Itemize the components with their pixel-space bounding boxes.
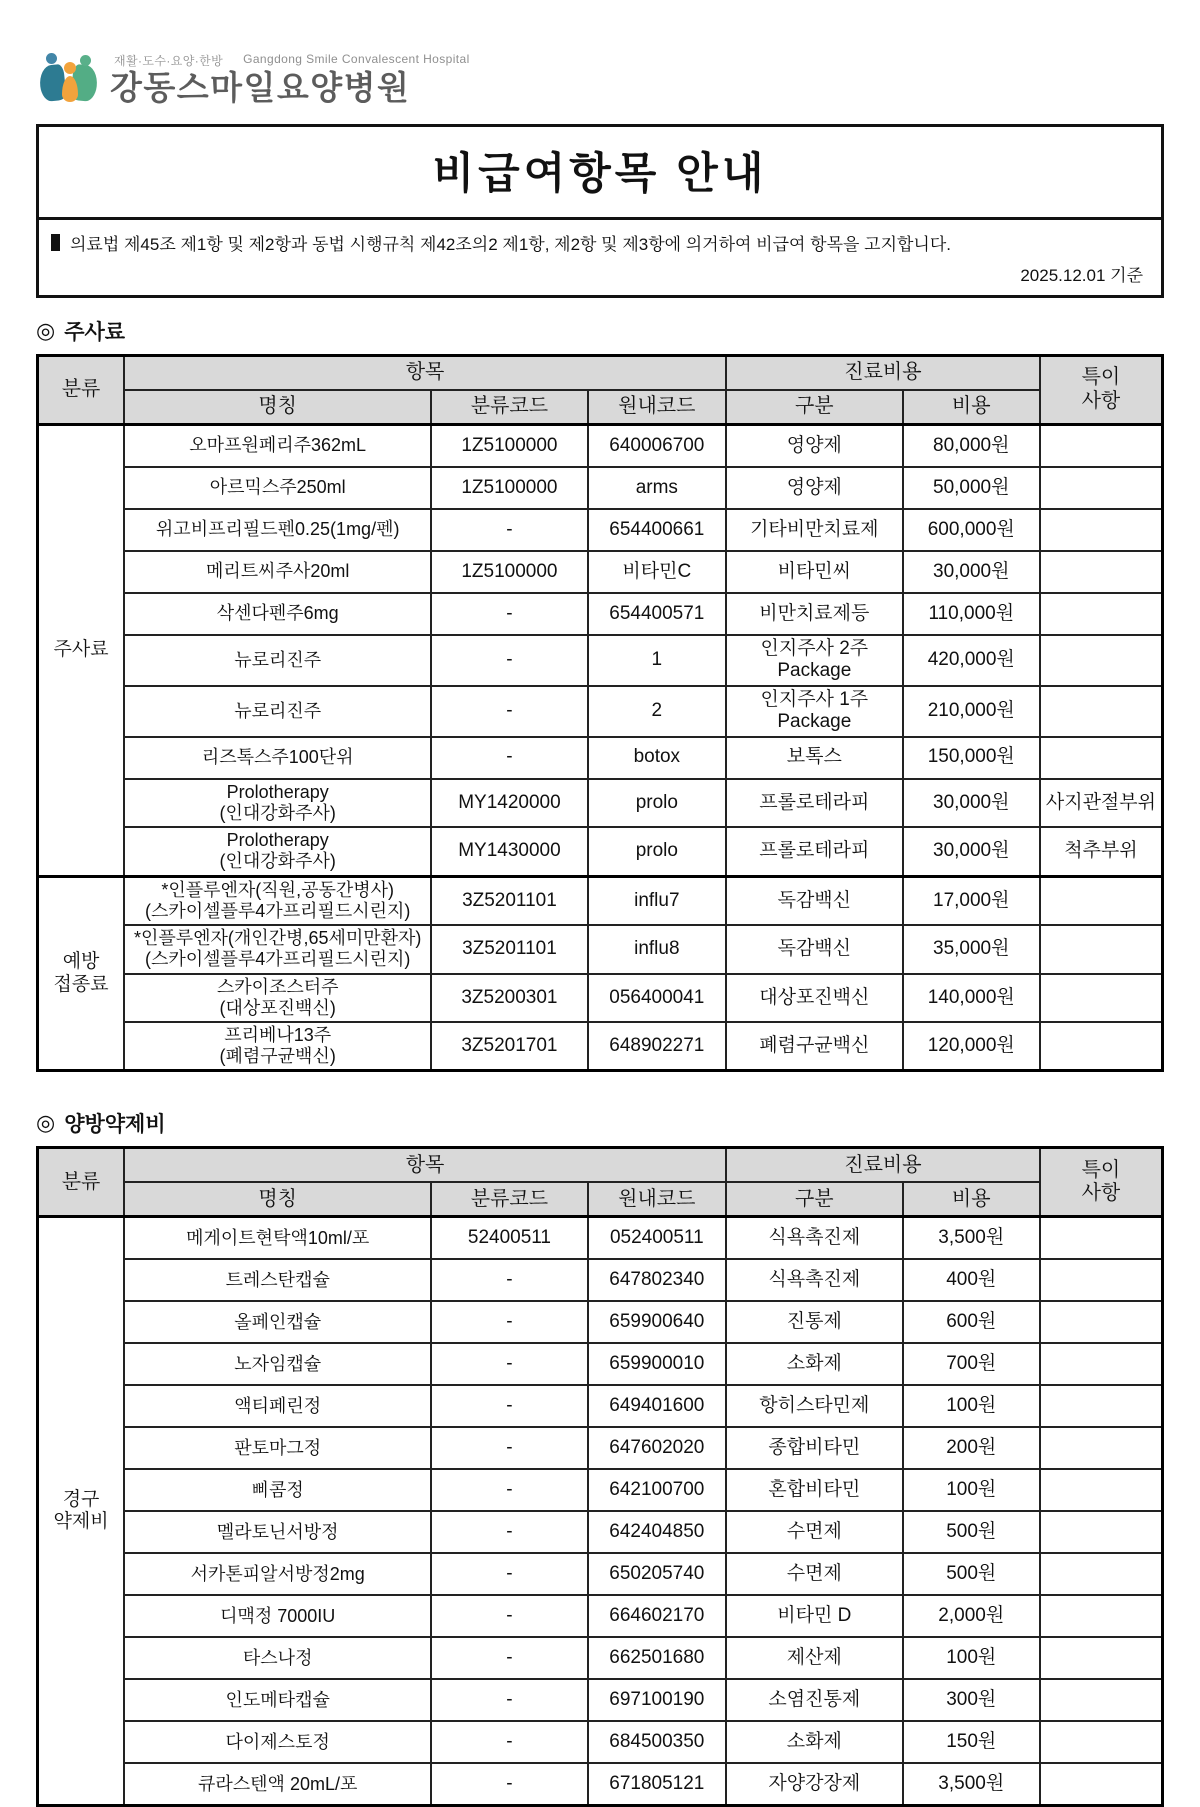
logo-tagline — [114, 52, 470, 69]
note-cell — [1040, 551, 1163, 593]
internal-code-cell: 052400511 — [588, 1217, 726, 1260]
cost-cell: 80,000원 — [903, 425, 1040, 468]
logo-tagline-kr: 재활·도수·요양·한방 — [114, 54, 224, 68]
cost-cell: 700원 — [903, 1343, 1040, 1385]
type-cell: 식욕촉진제 — [726, 1217, 903, 1260]
type-cell: 기타비만치료제 — [726, 509, 903, 551]
notice-box — [36, 124, 1164, 298]
internal-code-cell: 654400571 — [588, 593, 726, 635]
type-cell: 영양제 — [726, 467, 903, 509]
category-cell: 예방 접종료 — [38, 876, 125, 1071]
type-cell: 소염진통제 — [726, 1679, 903, 1721]
internal-code-cell: 659900010 — [588, 1343, 726, 1385]
class-code-cell: - — [431, 1721, 587, 1763]
logo-tagline-en: Gangdong Smile Convalescent Hospital — [243, 52, 470, 66]
table-header — [38, 356, 1163, 425]
category-cell: 주사료 — [38, 425, 125, 877]
cost-cell: 100원 — [903, 1469, 1040, 1511]
name-cell: 리즈톡스주100단위 — [124, 737, 431, 779]
internal-code-cell: 697100190 — [588, 1679, 726, 1721]
header-type: 구분 — [726, 390, 903, 425]
header-cost-group: 진료비용 — [726, 1148, 1040, 1183]
note-cell: 사지관절부위 — [1040, 779, 1163, 827]
name-cell: 올페인캡슐 — [124, 1301, 431, 1343]
header-type: 구분 — [726, 1182, 903, 1217]
class-code-cell: - — [431, 1637, 587, 1679]
name-cell: 메게이트현탁액10ml/포 — [124, 1217, 431, 1260]
internal-code-cell: prolo — [588, 779, 726, 827]
type-cell: 폐렴구균백신 — [726, 1022, 903, 1071]
hospital-logo — [40, 44, 1164, 104]
cost-cell: 420,000원 — [903, 635, 1040, 686]
note-cell — [1040, 509, 1163, 551]
table-row — [38, 876, 1163, 925]
note-cell — [1040, 1721, 1163, 1763]
table-row — [38, 1511, 1163, 1553]
type-cell: 프롤로테라피 — [726, 827, 903, 876]
table-row — [38, 1301, 1163, 1343]
name-cell: *인플루엔자(개인간병,65세미만환자) (스카이셀플루4가프리필드시린지) — [124, 925, 431, 973]
cost-cell: 35,000원 — [903, 925, 1040, 973]
note-cell — [1040, 1022, 1163, 1071]
table-row — [38, 1763, 1163, 1806]
internal-code-cell: 659900640 — [588, 1301, 726, 1343]
header-category: 분류 — [38, 356, 125, 425]
class-code-cell: 3Z5200301 — [431, 974, 587, 1022]
name-cell: 다이제스토정 — [124, 1721, 431, 1763]
table-row — [38, 1343, 1163, 1385]
name-cell: 서카톤피알서방정2mg — [124, 1553, 431, 1595]
header-note: 특이 사항 — [1040, 1148, 1163, 1217]
note-cell — [1040, 1469, 1163, 1511]
class-code-cell: - — [431, 593, 587, 635]
internal-code-cell: 650205740 — [588, 1553, 726, 1595]
name-cell: 노자임캡슐 — [124, 1343, 431, 1385]
header-cost: 비용 — [903, 390, 1040, 425]
table-row — [38, 827, 1163, 876]
name-cell: 삭센다펜주6mg — [124, 593, 431, 635]
hospital-name: 강동스마일요양병원 — [110, 69, 411, 106]
cost-cell: 50,000원 — [903, 467, 1040, 509]
note-cell — [1040, 593, 1163, 635]
class-code-cell: - — [431, 1679, 587, 1721]
internal-code-cell: 654400661 — [588, 509, 726, 551]
square-bullet-icon — [51, 234, 60, 251]
header-category: 분류 — [38, 1148, 125, 1217]
note-cell — [1040, 876, 1163, 925]
double-circle-icon: ◎ — [36, 1110, 56, 1136]
cost-cell: 3,500원 — [903, 1217, 1040, 1260]
type-cell: 자양강장제 — [726, 1763, 903, 1806]
note-cell — [1040, 1553, 1163, 1595]
table-row — [38, 925, 1163, 973]
cost-cell: 110,000원 — [903, 593, 1040, 635]
name-cell: 오마프원페리주362mL — [124, 425, 431, 468]
table-row — [38, 779, 1163, 827]
note-cell — [1040, 1385, 1163, 1427]
cost-cell: 100원 — [903, 1385, 1040, 1427]
note-cell — [1040, 1343, 1163, 1385]
table-row — [38, 425, 1163, 468]
type-cell: 보톡스 — [726, 737, 903, 779]
cost-cell: 2,000원 — [903, 1595, 1040, 1637]
class-code-cell: - — [431, 509, 587, 551]
table-row — [38, 551, 1163, 593]
table-row — [38, 467, 1163, 509]
class-code-cell: - — [431, 686, 587, 737]
header-note: 특이 사항 — [1040, 356, 1163, 425]
class-code-cell: - — [431, 1511, 587, 1553]
hospital-logo-text — [110, 52, 470, 104]
section-title-text: 양방약제비 — [64, 1113, 166, 1137]
cost-cell: 200원 — [903, 1427, 1040, 1469]
type-cell: 종합비타민 — [726, 1427, 903, 1469]
table-row — [38, 737, 1163, 779]
table-header — [38, 1148, 1163, 1217]
type-cell: 독감백신 — [726, 876, 903, 925]
header-cost-group: 진료비용 — [726, 356, 1040, 391]
class-code-cell: - — [431, 1385, 587, 1427]
note-cell — [1040, 1427, 1163, 1469]
cost-cell: 210,000원 — [903, 686, 1040, 737]
header-internal-code: 원내코드 — [588, 1182, 726, 1217]
internal-code-cell: 1 — [588, 635, 726, 686]
table-row — [38, 635, 1163, 686]
class-code-cell: 1Z5100000 — [431, 551, 587, 593]
section-title-medicine — [36, 1108, 1164, 1138]
note-cell — [1040, 1217, 1163, 1260]
class-code-cell: - — [431, 1553, 587, 1595]
class-code-cell: 52400511 — [431, 1217, 587, 1260]
type-cell: 수면제 — [726, 1553, 903, 1595]
class-code-cell: MY1430000 — [431, 827, 587, 876]
cost-cell: 100원 — [903, 1637, 1040, 1679]
note-cell — [1040, 925, 1163, 973]
section-title-injection — [36, 316, 1164, 346]
name-cell: 액티페린정 — [124, 1385, 431, 1427]
table-row — [38, 1595, 1163, 1637]
name-cell: 판토마그정 — [124, 1427, 431, 1469]
cost-cell: 600,000원 — [903, 509, 1040, 551]
name-cell: 인도메타캡슐 — [124, 1679, 431, 1721]
internal-code-cell: 642100700 — [588, 1469, 726, 1511]
name-cell: 프리베나13주 (폐렴구균백신) — [124, 1022, 431, 1071]
section-title-text: 주사료 — [64, 321, 126, 344]
injection-fee-table — [36, 354, 1164, 1072]
note-cell — [1040, 1679, 1163, 1721]
internal-code-cell: 640006700 — [588, 425, 726, 468]
cost-cell: 17,000원 — [903, 876, 1040, 925]
internal-code-cell: 비타민C — [588, 551, 726, 593]
internal-code-cell: botox — [588, 737, 726, 779]
internal-code-cell: arms — [588, 467, 726, 509]
header-name: 명칭 — [124, 390, 431, 425]
note-cell — [1040, 1595, 1163, 1637]
name-cell: 트레스탄캡슐 — [124, 1259, 431, 1301]
class-code-cell: MY1420000 — [431, 779, 587, 827]
cost-cell: 500원 — [903, 1553, 1040, 1595]
cost-cell: 30,000원 — [903, 827, 1040, 876]
injection-fee-rows — [38, 425, 1163, 1071]
table-row — [38, 1637, 1163, 1679]
table-row — [38, 1022, 1163, 1071]
type-cell: 수면제 — [726, 1511, 903, 1553]
type-cell: 소화제 — [726, 1343, 903, 1385]
table-row — [38, 1553, 1163, 1595]
internal-code-cell: influ7 — [588, 876, 726, 925]
injection-fee-section — [36, 316, 1164, 1072]
name-cell: 큐라스텐액 20mL/포 — [124, 1763, 431, 1806]
cost-cell: 3,500원 — [903, 1763, 1040, 1806]
class-code-cell: 1Z5100000 — [431, 425, 587, 468]
class-code-cell: - — [431, 737, 587, 779]
note-cell — [1040, 1259, 1163, 1301]
table-row — [38, 1721, 1163, 1763]
type-cell: 인지주사 1주 Package — [726, 686, 903, 737]
reference-date: 2025.12.01 기준 — [1020, 266, 1143, 285]
type-cell: 비타민 D — [726, 1595, 903, 1637]
name-cell: Prolotherapy (인대강화주사) — [124, 827, 431, 876]
internal-code-cell: 664602170 — [588, 1595, 726, 1637]
medicine-fee-table — [36, 1146, 1164, 1807]
name-cell: 뉴로리진주 — [124, 686, 431, 737]
name-cell: 위고비프리필드펜0.25(1mg/펜) — [124, 509, 431, 551]
cost-cell: 30,000원 — [903, 779, 1040, 827]
type-cell: 대상포진백신 — [726, 974, 903, 1022]
cost-cell: 600원 — [903, 1301, 1040, 1343]
internal-code-cell: 647602020 — [588, 1427, 726, 1469]
internal-code-cell: 056400041 — [588, 974, 726, 1022]
name-cell: 타스나정 — [124, 1637, 431, 1679]
name-cell: 삐콤정 — [124, 1469, 431, 1511]
class-code-cell: 3Z5201701 — [431, 1022, 587, 1071]
internal-code-cell: prolo — [588, 827, 726, 876]
cost-cell: 400원 — [903, 1259, 1040, 1301]
type-cell: 비타민씨 — [726, 551, 903, 593]
name-cell: 아르믹스주250ml — [124, 467, 431, 509]
internal-code-cell: influ8 — [588, 925, 726, 973]
type-cell: 진통제 — [726, 1301, 903, 1343]
note-cell — [1040, 1637, 1163, 1679]
note-cell — [1040, 1763, 1163, 1806]
type-cell: 인지주사 2주 Package — [726, 635, 903, 686]
type-cell: 제산제 — [726, 1637, 903, 1679]
type-cell: 소화제 — [726, 1721, 903, 1763]
name-cell: 멜라토닌서방정 — [124, 1511, 431, 1553]
type-cell: 영양제 — [726, 425, 903, 468]
internal-code-cell: 647802340 — [588, 1259, 726, 1301]
internal-code-cell: 684500350 — [588, 1721, 726, 1763]
internal-code-cell: 671805121 — [588, 1763, 726, 1806]
type-cell: 비만치료제등 — [726, 593, 903, 635]
header-item-group: 항목 — [124, 1148, 726, 1183]
header-class-code: 분류코드 — [431, 1182, 587, 1217]
medicine-fee-rows — [38, 1217, 1163, 1806]
internal-code-cell: 2 — [588, 686, 726, 737]
name-cell: 메리트씨주사20ml — [124, 551, 431, 593]
type-cell: 식욕촉진제 — [726, 1259, 903, 1301]
class-code-cell: - — [431, 1259, 587, 1301]
note-cell — [1040, 686, 1163, 737]
name-cell: 스카이조스터주 (대상포진백신) — [124, 974, 431, 1022]
note-cell — [1040, 635, 1163, 686]
cost-cell: 140,000원 — [903, 974, 1040, 1022]
cost-cell: 30,000원 — [903, 551, 1040, 593]
class-code-cell: - — [431, 1301, 587, 1343]
internal-code-cell: 642404850 — [588, 1511, 726, 1553]
note-cell — [1040, 737, 1163, 779]
cost-cell: 120,000원 — [903, 1022, 1040, 1071]
header-internal-code: 원내코드 — [588, 390, 726, 425]
cost-cell: 150,000원 — [903, 737, 1040, 779]
note-cell: 척추부위 — [1040, 827, 1163, 876]
table-row — [38, 1679, 1163, 1721]
double-circle-icon: ◎ — [36, 318, 56, 343]
note-cell — [1040, 425, 1163, 468]
table-row — [38, 1427, 1163, 1469]
document-page — [0, 44, 1200, 1807]
class-code-cell: 3Z5201101 — [431, 876, 587, 925]
medicine-fee-section — [36, 1108, 1164, 1807]
legal-text-row — [51, 230, 1149, 255]
cost-cell: 500원 — [903, 1511, 1040, 1553]
header-name: 명칭 — [124, 1182, 431, 1217]
header-class-code: 분류코드 — [431, 390, 587, 425]
note-cell — [1040, 974, 1163, 1022]
class-code-cell: 3Z5201101 — [431, 925, 587, 973]
hospital-logo-icon — [40, 52, 98, 104]
internal-code-cell: 649401600 — [588, 1385, 726, 1427]
class-code-cell: - — [431, 1595, 587, 1637]
class-code-cell: - — [431, 1343, 587, 1385]
class-code-cell: - — [431, 1469, 587, 1511]
name-cell: Prolotherapy (인대강화주사) — [124, 779, 431, 827]
type-cell: 프롤로테라피 — [726, 779, 903, 827]
internal-code-cell: 648902271 — [588, 1022, 726, 1071]
note-cell — [1040, 1511, 1163, 1553]
table-row — [38, 1469, 1163, 1511]
table-row — [38, 509, 1163, 551]
header-item-group: 항목 — [124, 356, 726, 391]
type-cell: 항히스타민제 — [726, 1385, 903, 1427]
table-row — [38, 593, 1163, 635]
class-code-cell: - — [431, 635, 587, 686]
note-cell — [1040, 467, 1163, 509]
type-cell: 혼합비타민 — [726, 1469, 903, 1511]
cost-cell: 300원 — [903, 1679, 1040, 1721]
name-cell: 뉴로리진주 — [124, 635, 431, 686]
class-code-cell: - — [431, 1427, 587, 1469]
name-cell: *인플루엔자(직원,공동간병사) (스카이셀플루4가프리필드시린지) — [124, 876, 431, 925]
header-cost: 비용 — [903, 1182, 1040, 1217]
page-title: 비급여항목 안내 — [39, 127, 1161, 220]
class-code-cell: - — [431, 1763, 587, 1806]
class-code-cell: 1Z5100000 — [431, 467, 587, 509]
name-cell: 디맥정 7000IU — [124, 1595, 431, 1637]
legal-text: 의료법 제45조 제1항 및 제2항과 동법 시행규칙 제42조의2 제1항, 제2항 및 제3항에 의거하여 비급여 항목을 고지합니다. — [70, 235, 951, 254]
cost-cell: 150원 — [903, 1721, 1040, 1763]
internal-code-cell: 662501680 — [588, 1637, 726, 1679]
table-row — [38, 1259, 1163, 1301]
type-cell: 독감백신 — [726, 925, 903, 973]
table-row — [38, 1217, 1163, 1260]
table-row — [38, 974, 1163, 1022]
notice-body — [39, 220, 1161, 295]
note-cell — [1040, 1301, 1163, 1343]
table-row — [38, 1385, 1163, 1427]
category-cell: 경구 약제비 — [38, 1217, 125, 1806]
table-row — [38, 686, 1163, 737]
